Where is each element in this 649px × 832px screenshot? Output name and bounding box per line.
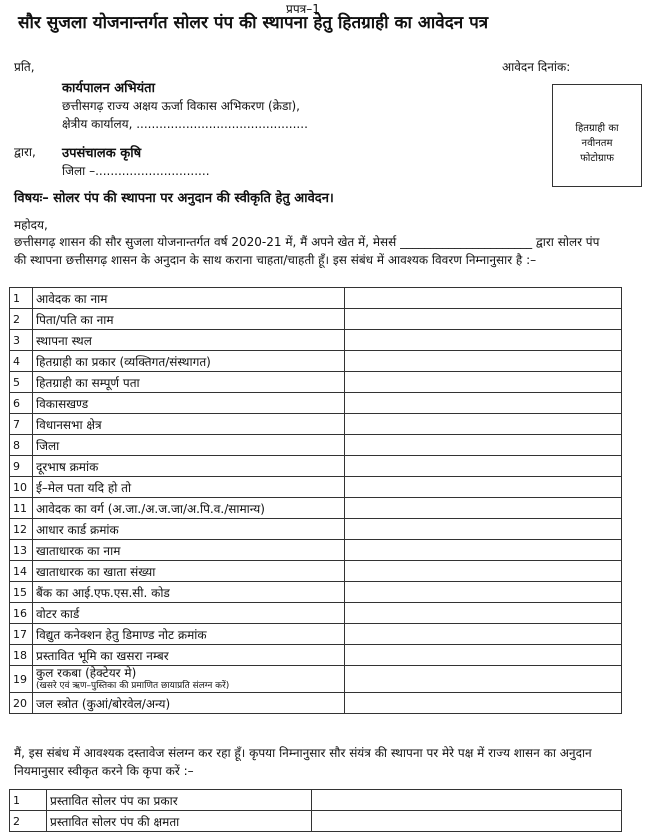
pump-row <box>10 790 622 811</box>
details-row-number: 11 <box>10 498 33 519</box>
details-row-label-main: कुल रकबा (हेक्टेयर मे) <box>36 666 137 680</box>
details-row-label: जल स्त्रोत (कुआं/बोरवेल/अन्य) <box>33 693 345 714</box>
details-row-label: ई–मेल पता यदि हो तो <box>33 477 345 498</box>
pump-row-label: प्रस्तावित सोलर पंप का प्रकार <box>47 790 312 811</box>
details-row-number: 15 <box>10 582 33 603</box>
agency-name: छत्तीसगढ़ राज्य अक्षय ऊर्जा विकास अभिकरण (क्रेडा), <box>62 99 300 113</box>
officer-title: कार्यपालन अभियंता <box>62 81 155 96</box>
subject-line: विषयः– सोलर पंप की स्थापना पर अनुदान की स्वीकृति हेतु आवेदन। <box>14 191 334 206</box>
details-row-value-field[interactable] <box>345 330 622 351</box>
details-row <box>10 351 622 372</box>
via-label: द्वारा, <box>14 145 36 159</box>
details-row-label: आधार कार्ड क्रमांक <box>33 519 345 540</box>
details-row-number: 6 <box>10 393 33 414</box>
pump-row-number: 2 <box>10 811 47 832</box>
details-row <box>10 540 622 561</box>
via-officer: उपसंचालक कृषि <box>62 146 142 161</box>
details-row-label: आवेदक का नाम <box>33 288 345 309</box>
details-row <box>10 582 622 603</box>
details-row-label: बैंक का आई.एफ.एस.सी. कोड <box>33 582 345 603</box>
to-label: प्रति, <box>14 60 35 74</box>
details-row-value-field[interactable] <box>345 519 622 540</box>
details-row-number: 13 <box>10 540 33 561</box>
details-row <box>10 477 622 498</box>
details-row-value-field[interactable] <box>345 393 622 414</box>
pump-row <box>10 811 622 832</box>
details-row-value-field[interactable] <box>345 372 622 393</box>
pump-table <box>9 789 622 832</box>
details-row <box>10 666 622 693</box>
details-row-value-field[interactable] <box>345 456 622 477</box>
details-row-number: 4 <box>10 351 33 372</box>
pump-row-label: प्रस्तावित सोलर पंप की क्षमता <box>47 811 312 832</box>
details-row-value-field[interactable] <box>345 603 622 624</box>
details-row <box>10 393 622 414</box>
details-row <box>10 288 622 309</box>
details-row <box>10 603 622 624</box>
details-row-value-field[interactable] <box>345 540 622 561</box>
details-row-value-field[interactable] <box>345 477 622 498</box>
details-row-label: दूरभाष क्रमांक <box>33 456 345 477</box>
details-row <box>10 435 622 456</box>
details-row-value-field[interactable] <box>345 561 622 582</box>
photo-label-line1: हितग्राही का <box>575 123 619 134</box>
details-table <box>9 287 622 714</box>
details-row-number: 17 <box>10 624 33 645</box>
details-row <box>10 498 622 519</box>
details-row-label: पिता/पति का नाम <box>33 309 345 330</box>
intro-paragraph: छत्तीसगढ़ शासन की सौर सुजला योजनान्तर्गत वर्ष 2020-21 में, मैं अपने खेत में, मेसर्स ______________________ द्वारा सोलर पंप की स्थापना छत्तीसगढ़ शासन के अनुदान के साथ कराना चाहता/चाहती हूँ। इस संबंध में आवश्यक विवरण निम्नानुसार है :– <box>14 235 600 267</box>
photo-label-line2: नवीनतम <box>581 138 613 149</box>
details-row-number: 16 <box>10 603 33 624</box>
details-row-label <box>33 666 345 693</box>
details-row-label: वोटर कार्ड <box>33 603 345 624</box>
details-row-number: 12 <box>10 519 33 540</box>
details-row-number: 10 <box>10 477 33 498</box>
details-row-label: स्थापना स्थल <box>33 330 345 351</box>
details-row-label: जिला <box>33 435 345 456</box>
closing-paragraph: मैं, इस संबंध में आवश्यक दस्तावेज संलग्न कर रहा हूँ। कृपया निम्नानुसार सौर संयंत्र की स्थापना पर मेरे पक्ष में राज्य शासन का अनुदान नियमानुसार स्वीकृत करने कि कृपा करें :– <box>14 746 592 778</box>
details-row <box>10 561 622 582</box>
details-row <box>10 309 622 330</box>
details-row-number: 7 <box>10 414 33 435</box>
details-row-label: हितग्राही का प्रकार (व्यक्तिगत/संस्थागत) <box>33 351 345 372</box>
details-row-number: 1 <box>10 288 33 309</box>
details-row-label: खाताधारक का नाम <box>33 540 345 561</box>
details-row-value-field[interactable] <box>345 288 622 309</box>
details-row-number: 3 <box>10 330 33 351</box>
application-date-label: आवेदन दिनांक: <box>502 60 571 74</box>
details-row-number: 19 <box>10 666 33 693</box>
details-row-number: 2 <box>10 309 33 330</box>
details-row-value-field[interactable] <box>345 693 622 714</box>
details-row <box>10 645 622 666</box>
details-row-value-field[interactable] <box>345 309 622 330</box>
details-row-number: 9 <box>10 456 33 477</box>
details-row-value-field[interactable] <box>345 351 622 372</box>
details-row-label: विद्युत कनेक्शन हेतु डिमाण्ड नोट क्रमांक <box>33 624 345 645</box>
details-row-label: विधानसभा क्षेत्र <box>33 414 345 435</box>
details-row <box>10 624 622 645</box>
form-number: प्रपत्र–1 <box>286 2 320 16</box>
details-row-value-field[interactable] <box>345 498 622 519</box>
details-row-number: 18 <box>10 645 33 666</box>
pump-row-value-field[interactable] <box>312 811 622 832</box>
details-row <box>10 330 622 351</box>
details-row-label: हितग्राही का सम्पूर्ण पता <box>33 372 345 393</box>
details-row-number: 8 <box>10 435 33 456</box>
details-row-number: 14 <box>10 561 33 582</box>
pump-row-number: 1 <box>10 790 47 811</box>
form-title: सौर सुजला योजनान्तर्गत सोलर पंप की स्थापना हेतु हितग्राही का आवेदन पत्र <box>18 13 489 33</box>
details-row-label-note: (खसरे एवं ऋण–पुस्तिका की प्रमाणित छायाप्रति संलग्न करें) <box>36 681 230 691</box>
details-row-label: विकासखण्ड <box>33 393 345 414</box>
details-row-value-field[interactable] <box>345 645 622 666</box>
details-row <box>10 693 622 714</box>
details-row-value-field[interactable] <box>345 582 622 603</box>
photo-box <box>552 84 642 187</box>
details-row <box>10 414 622 435</box>
details-row <box>10 372 622 393</box>
details-row <box>10 456 622 477</box>
details-row-number: 5 <box>10 372 33 393</box>
details-row-label: खाताधारक का खाता संख्या <box>33 561 345 582</box>
details-row-label: प्रस्तावित भूमि का खसरा नम्बर <box>33 645 345 666</box>
details-row-value-field[interactable] <box>345 666 622 693</box>
details-row-label: आवेदक का वर्ग (अ.जा./अ.ज.जा/अ.पि.व./सामान्य) <box>33 498 345 519</box>
details-row-number: 20 <box>10 693 33 714</box>
pump-row-value-field[interactable] <box>312 790 622 811</box>
district-line: जिला –.............................. <box>62 164 210 178</box>
salutation: महोदय, <box>14 218 48 232</box>
details-row-value-field[interactable] <box>345 414 622 435</box>
details-row-value-field[interactable] <box>345 624 622 645</box>
regional-office: क्षेत्रीय कार्यालय, ............................................. <box>62 117 308 131</box>
photo-label-line3: फोटोग्राफ <box>580 153 614 164</box>
details-row <box>10 519 622 540</box>
details-row-value-field[interactable] <box>345 435 622 456</box>
